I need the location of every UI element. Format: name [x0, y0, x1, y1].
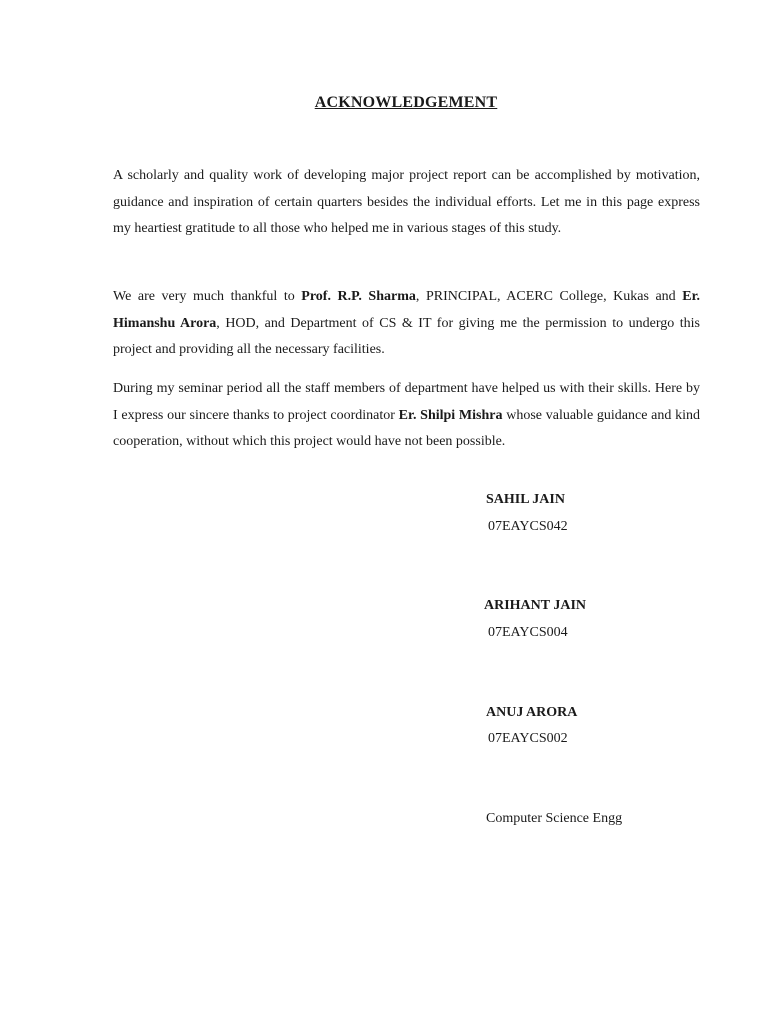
paragraph-text: During my seminar period all the staff members of department have helped us with their skills. Here by I express our sincere thanks to project coordinator	[113, 381, 700, 423]
paragraph-text: We are very much thankful to	[113, 289, 302, 304]
hod-name: Er. Himanshu Arora	[113, 289, 701, 331]
page-title: ACKNOWLEDGEMENT	[314, 94, 498, 111]
signatory-roll-number: 07EAYCS004	[488, 625, 568, 640]
paragraph-text: , PRINCIPAL, ACERC College, Kukas and	[415, 289, 683, 304]
paragraph-text: , HOD, and Department of CS & IT for giving me the permission to undergo this project and providing all the necessary facilities.	[113, 315, 700, 358]
signatory-name: ARIHANT JAIN	[484, 598, 587, 613]
paragraph-text: whose valuable guidance and kind cooperation, without which this project would have not been possible.	[113, 407, 700, 450]
principal-name: Prof. R.P. Sharma	[301, 289, 416, 304]
signatory-roll-number: 07EAYCS042	[488, 519, 568, 534]
signatory-name: ANUJ ARORA	[486, 705, 578, 720]
department-name: Computer Science Engg	[486, 811, 623, 826]
paragraph-intro: A scholarly and quality work of developing major project report can be accomplished by motivation, guidance and inspiration of certain quarters besides the individual efforts. Let me in this page express my heartiest gratitude to all those who helped me in various stages of this study.	[113, 168, 700, 237]
paragraph-thanks-coordinator	[113, 376, 700, 456]
signatory-name: SAHIL JAIN	[486, 492, 565, 507]
coordinator-name: Er. Shilpi Mishra	[398, 407, 503, 423]
signatory-roll-number: 07EAYCS002	[488, 731, 568, 746]
paragraph-thanks-principal	[113, 284, 700, 364]
